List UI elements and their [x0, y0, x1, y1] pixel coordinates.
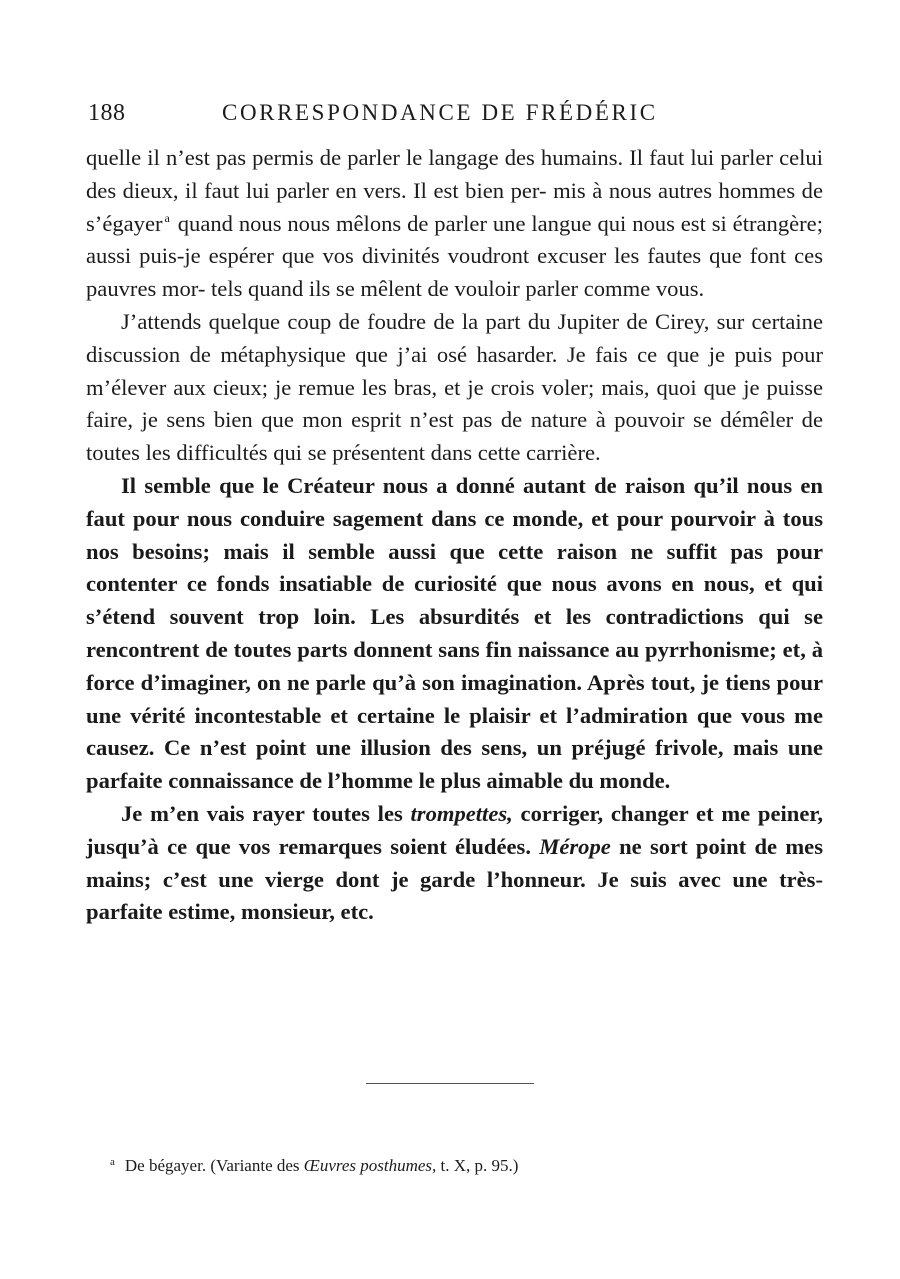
paragraph: J’attends quelque coup de foudre de la part du Jupiter de Cirey, sur certaine discussion de métaphysique que j’ai osé hasarder. Je fais ce que je puis pour m’élever aux cieux; je remue les bras, et je crois voler; mais, quoi que je puisse faire, je sens bien que mon esprit n’est pas de nature à pouvoir se démêler de toutes les difficultés qui se présentent dans cette carrière.: [86, 308, 823, 466]
footnote: [110, 1150, 810, 1178]
footnote-text: t. X, p. 95.): [436, 1156, 519, 1175]
paragraph-text: ne sort point de mes mains; c’est une vierge dont je garde l’honneur. Je suis avec une très-parfaite estime, monsieur, etc.: [86, 833, 823, 925]
paragraph-text: Je m’en vais rayer toutes les: [121, 800, 411, 826]
footnote-mark: a: [110, 1156, 115, 1168]
paragraph-text: quand nous nous mêlons de parler une langue qui nous est si étrangère; aussi puis-je espérer que vos divinités voudront excuser les fautes que font ces pauvres mor- tels quand ils se mêlent de vouloir parler comme vous.: [86, 210, 823, 302]
footnote-italic: Œuvres posthumes,: [303, 1156, 437, 1175]
italic-text: Mérope: [539, 833, 611, 859]
paragraph: [86, 798, 823, 929]
running-head: [88, 96, 823, 132]
footnote-reference: a: [164, 210, 170, 225]
paragraph-continued: [86, 142, 823, 306]
footnote-separator: [366, 1083, 534, 1084]
paragraph: Il semble que le Créateur nous a donné autant de raison qu’il nous en faut pour nous conduire sagement dans ce monde, et pour pourvoir à tous nos besoins; mais il semble aussi que cette raison ne suffit pas pour contenter ce fonds insatiable de curiosité que nous avons en nous, et qui s’étend souvent trop loin. Les absurdités et les contradictions qui se rencontrent de toutes parts donnent sans fin naissance au pyrrhonisme; et, à force d’imaginer, on ne parle qu’à son imagination. Après tout, je tiens pour une vérité incontestable et certaine le plaisir et l’admiration que vous me causez. Ce n’est point une illusion des sens, un préjugé frivole, mais une parfaite connaissance de l’homme le plus aimable du monde.: [86, 472, 823, 794]
footnote-text: De bégayer. (Variante des: [124, 1156, 304, 1175]
paragraph-text: quelle il n’est pas permis de parler le langage des humains. Il faut lui parler celui des dieux, il faut lui parler en vers. Il est bien per- mis à nous autres hommes de s’égayer: [86, 145, 823, 236]
italic-text: trompettes,: [410, 800, 513, 826]
body-text: [86, 142, 823, 929]
paragraph-text: corriger, changer et me peiner, jusqu’à ce que vos remarques soient éludées.: [86, 800, 823, 859]
running-title: CORRESPONDANCE DE FRÉDÉRIC: [222, 100, 658, 125]
page-number: 188: [88, 100, 126, 126]
